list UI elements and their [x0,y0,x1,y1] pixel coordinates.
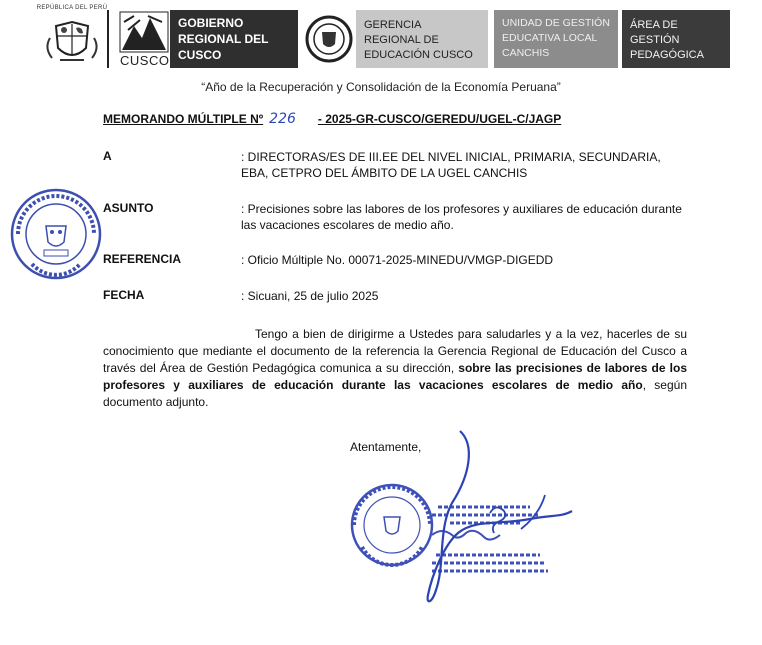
memo-suffix: - 2025-GR-CUSCO/GEREDU/UGEL-C/JAGP [317,112,562,126]
body-part-2: , según documento adjunto. [103,378,687,409]
sign-off: Atentamente, [350,440,422,454]
field-asunto-value: : Precisiones sobre las labores de los profesores y auxiliares de educación durante las vacaciones escolares de medio año. [241,202,682,232]
field-a-value: : DIRECTORAS/ES DE III.EE DEL NIVEL INICIAL, PRIMARIA, SECUNDARIA, EBA, CETPRO DEL ÁMBITO DE LA UGEL CANCHIS [241,150,661,180]
gerencia-regional-banner: GERENCIA REGIONAL DE EDUCACIÓN CUSCO [356,10,488,68]
body-part-1: Tengo a bien de dirigirme a Ustedes para saludarles y a la vez, hacerles de su conocimiento que mediante el documento de la referencia la Gerencia Regional de Educación del Cusco a través del Área de Gestión Pedagógica comunica a su dirección, [103,327,687,375]
peru-caption: REPÚBLICA DEL PERÚ [36,5,108,11]
cusco-logo-text: CUSCO [120,53,170,68]
memo-number: 226 [269,111,296,127]
body-bold: sobre las precisiones de labores de los profesores y auxiliares de educación durante las vacaciones escolares de medio año [103,361,687,392]
memo-title [103,111,561,127]
ugel-banner: UNIDAD DE GESTIÓN EDUCATIVA LOCAL CANCHIS [494,10,618,68]
area-gestion-banner: ÁREA DE GESTIÓN PEDAGÓGICA [622,10,730,68]
memo-prefix: MEMORANDO MÚLTIPLE Nº [103,112,264,126]
field-referencia-value: : Oficio Múltiple No. 00071-2025-MINEDU/VMGP-DIGEDD [241,253,554,267]
geredu-seal-logo [304,10,354,68]
field-fecha-label: FECHA [103,288,145,302]
director-signature-stamp [340,425,600,610]
field-fecha-value: : Sicuani, 25 de julio 2025 [241,289,379,303]
field-a-label: A [103,149,112,163]
body-paragraph [103,326,687,411]
ugel-jefe-stamp [8,186,104,282]
year-title: “Año de la Recuperación y Consolidación de la Economía Peruana” [201,80,561,94]
cusco-regional-logo [118,10,170,54]
field-asunto-label: ASUNTO [103,201,154,215]
field-referencia-label: REFERENCIA [103,252,182,266]
peru-coat-of-arms-logo [40,8,104,70]
header-divider [107,10,109,68]
gobierno-regional-banner: GOBIERNO REGIONAL DEL CUSCO [170,10,298,68]
